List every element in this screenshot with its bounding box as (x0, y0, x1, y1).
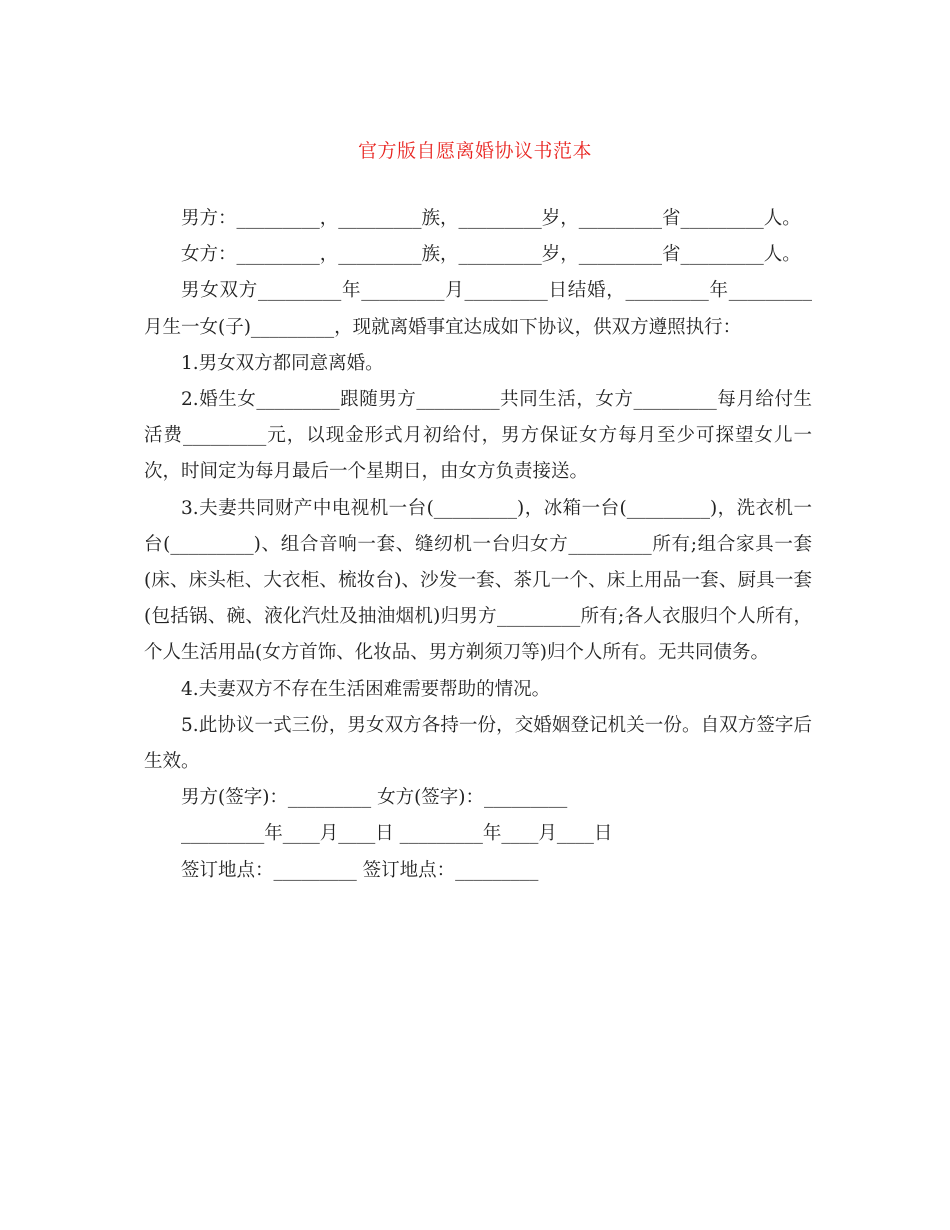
paragraph-female-party (144, 237, 812, 273)
document-body (144, 201, 812, 889)
location-text: 签订地点：_________ 签订地点：_________ (181, 859, 539, 881)
paragraph-text: 3.夫妻共同财产中电视机一台(_________)，冰箱一台(_________)，洗衣机一台(_________)、组合音响一套、缝纫机一台归女方_________所有;组合家具一套(床、床头柜、大衣柜、梳妆台)、沙发一套、茶几一个、床上用品一套、厨具一套(包括锅、碗、液化汽灶及抽油烟机)归男方_________所有;各人衣服归个人所有，个人生活用品(女方首饰、化妆品、男方剃须刀等)归个人所有。无共同债务。 (144, 497, 812, 664)
paragraph-text: 2.婚生女_________跟随男方_________共同生活，女方_________每月给付生活费_________元，以现金形式月初给付，男方保证女方每月至少可探望女儿一次，时间定为每月最后一个星期日，由女方负责接送。 (144, 389, 812, 483)
paragraph-text: 1.男女双方都同意离婚。 (181, 352, 384, 374)
clause-3 (144, 491, 812, 672)
paragraph-text: 女方：_________，_________族，_________岁，_________省_________人。 (181, 244, 801, 266)
paragraph-male-party (144, 201, 812, 237)
signature-text: 男方(签字)：_________ 女方(签字)：_________ (181, 787, 568, 809)
paragraph-text: 男女双方_________年_________月_________日结婚，_________年_________月生一女(子)_________，现就离婚事宜达成如下协议，供双方遵照执行： (144, 280, 812, 338)
clause-5 (144, 708, 812, 780)
location-line (144, 853, 812, 889)
clause-4 (144, 672, 812, 708)
paragraph-text: 5.此协议一式三份，男女双方各持一份，交婚姻登记机关一份。自双方签字后生效。 (144, 714, 812, 773)
paragraph-text: 4.夫妻双方不存在生活困难需要帮助的情况。 (181, 678, 551, 700)
document-title: 官方版自愿离婚协议书范本 (357, 140, 592, 162)
signature-line (144, 780, 812, 816)
clause-2 (144, 382, 812, 491)
paragraph-marriage-info (144, 273, 812, 345)
clause-1 (144, 346, 812, 382)
date-line (144, 816, 812, 852)
paragraph-text: 男方：_________，_________族，_________岁，_________省_________人。 (181, 208, 801, 229)
date-text: _________年____月____日 _________年____月____日 (181, 823, 613, 845)
